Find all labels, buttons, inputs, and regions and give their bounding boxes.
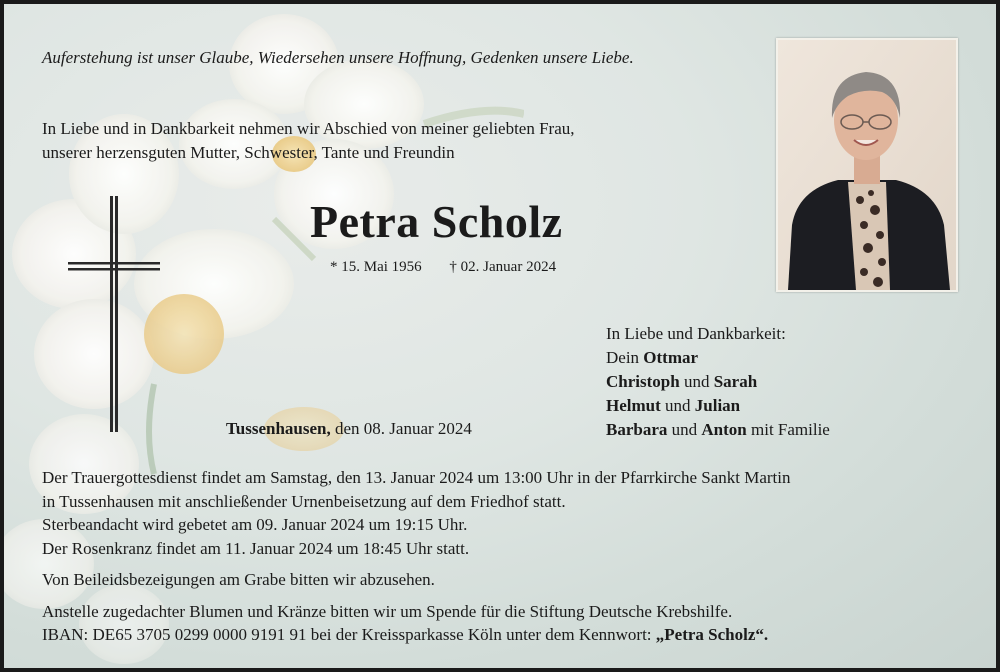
intro-text: [42, 117, 575, 165]
portrait-illustration: [778, 40, 956, 290]
service-line: in Tussenhausen mit anschließender Urnenbeisetzung auf dem Friedhof statt.: [42, 491, 566, 511]
family-line: Christoph und Sarah: [606, 372, 758, 391]
death-date: † 02. Januar 2024: [449, 259, 557, 275]
announcement-date: den 08. Januar 2024: [335, 419, 472, 438]
obituary-card: [4, 4, 996, 668]
donation-line: IBAN: DE65 3705 0299 0000 9191 91 bei der Kreissparkasse Köln unter dem Kennwort: „Petra Scholz“.: [42, 625, 769, 644]
cross-icon: [66, 194, 162, 434]
portrait-photo: [776, 38, 958, 292]
deceased-name: Petra Scholz: [310, 196, 563, 247]
family-line: Dein Ottmar: [606, 348, 699, 367]
place-name: Tussenhausen,: [226, 419, 331, 438]
family-signature: [606, 322, 830, 442]
condolence-line: Von Beileidsbezeigungen am Grabe bitten wir abzusehen.: [42, 570, 435, 589]
family-line: Helmut und Julian: [606, 396, 741, 415]
place-date: [226, 417, 472, 441]
motto-text: Auferstehung ist unser Glaube, Wiedersehen unsere Hoffnung, Gedenken unsere Liebe.: [42, 48, 634, 67]
intro-line: unserer herzensguten Mutter, Schwester, Tante und Freundin: [42, 143, 455, 162]
service-details: [42, 466, 791, 647]
service-line: Der Trauergottesdienst findet am Samstag, den 13. Januar 2024 um 13:00 Uhr in der Pfarrkirche Sankt Martin: [42, 468, 791, 487]
intro-line: In Liebe und in Dankbarkeit nehmen wir Abschied von meiner geliebten Frau,: [42, 119, 575, 138]
family-line: Barbara und Anton mit Familie: [606, 420, 830, 439]
donation-line: Anstelle zugedachter Blumen und Kränze bitten wir um Spende für die Stiftung Deutsche Krebshilfe.: [42, 601, 733, 621]
family-heading: In Liebe und Dankbarkeit:: [606, 324, 786, 343]
rosenkranz-line: Der Rosenkranz findet am 11. Januar 2024 um 18:45 Uhr statt.: [42, 538, 470, 558]
birth-date: * 15. Mai 1956: [330, 259, 422, 275]
andacht-line: Sterbeandacht wird gebetet am 09. Januar 2024 um 19:15 Uhr.: [42, 515, 468, 534]
life-dates: [330, 255, 580, 279]
